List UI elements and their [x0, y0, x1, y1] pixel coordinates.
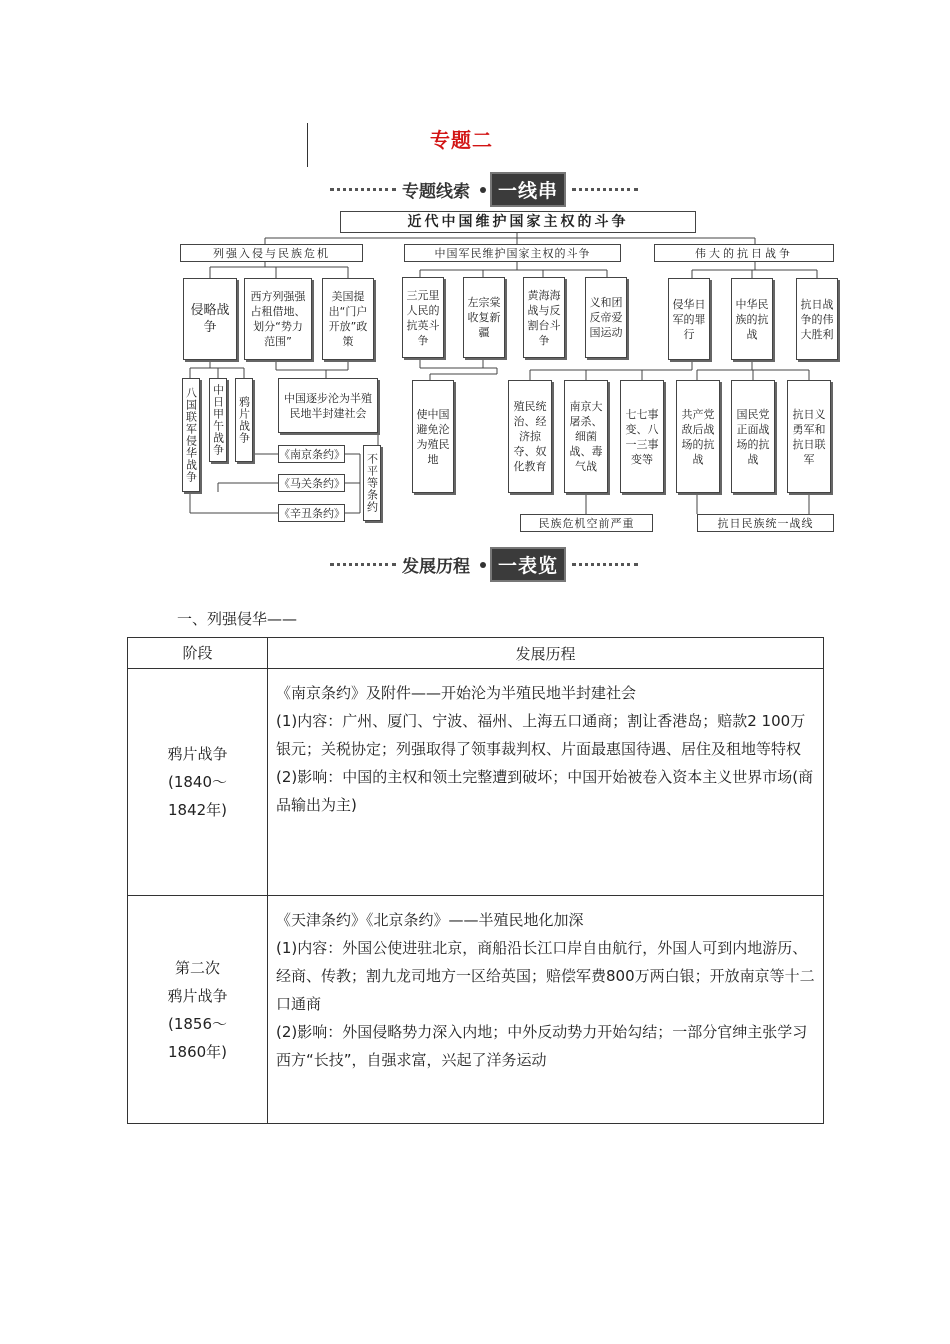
- history-line: (1)内容：广州、厦门、宁波、福州、上海五口通商；割让香港岛；赔款2 100万银元；关税协定；列强取得了领事裁判权、片面最惠国待遇、居住及租地等特权: [276, 712, 806, 758]
- node-aggression-wars: 侵略战争: [183, 278, 237, 360]
- stage-line: 鸦片战争: [167, 986, 228, 1005]
- history-table: [127, 637, 824, 1124]
- node-volunteer-army: 抗日义勇军和抗日联军: [787, 380, 831, 493]
- history-cell: [268, 896, 824, 1124]
- history-line: 《天津条约》《北京条约》——半殖民地化加深: [276, 911, 584, 929]
- stage-line: 第二次: [174, 958, 220, 977]
- banner-label: 发展历程: [402, 557, 470, 577]
- history-line: (2)影响：中国的主权和领土完整遭到破坏；中国开始被卷入资本主义世界市场(商品输出为主): [276, 768, 814, 814]
- history-line: (2)影响：外国侵略势力深入内地；中外反动势力开始勾结；一部分官绅主张学习西方“长技”，自强求富，兴起了洋务运动: [276, 1023, 808, 1069]
- node-treaty-boxer: 《辛丑条约》: [278, 504, 345, 522]
- history-line: 《南京条约》及附件——开始沦为半殖民地半封建社会: [276, 684, 637, 702]
- node-avoid-colony: 使中国避免沦为殖民地: [412, 380, 454, 493]
- node-war-sino-japanese: 中日甲午战争: [209, 378, 227, 462]
- node-victory: 抗日战争的伟大胜利: [796, 278, 838, 360]
- node-kmt-front: 国民党正面战场的抗战: [731, 380, 775, 493]
- table-row: [128, 896, 824, 1124]
- node-communist-front: 共产党敌后战场的抗战: [676, 380, 720, 493]
- table-row: [128, 669, 824, 896]
- bullet-dot: [480, 562, 486, 568]
- dotted-rule: [572, 563, 638, 566]
- node-treaty-nanjing: 《南京条约》: [278, 445, 345, 463]
- stage-cell: [128, 669, 268, 896]
- banner-box: 一线串: [490, 172, 566, 207]
- node-treaty-shimonoseki: 《马关条约》: [278, 474, 345, 492]
- stage-line: 1860年): [167, 1042, 228, 1061]
- category-anti-japanese-war: 伟大的抗日战争: [654, 244, 834, 262]
- banner-label: 专题线索: [402, 182, 470, 202]
- node-semi-colonial: 中国逐步沦为半殖民地半封建社会: [278, 378, 378, 433]
- header-history: 发展历程: [268, 638, 824, 669]
- stage-cell: [128, 896, 268, 1124]
- history-line: (1)内容：外国公使进驻北京，商船沿长江口岸自由航行，外国人可到内地游历、经商、传教；割九龙司地方一区给英国；赔偿军费800万两白银；开放南京等十二口通商: [276, 939, 815, 1013]
- section-heading: 一、列强侵华——: [177, 610, 298, 628]
- category-resistance: 中国军民维护国家主权的斗争: [404, 244, 621, 262]
- node-unequal-treaties: 不平等条约: [363, 445, 381, 521]
- node-japanese-crimes: 侵华日军的罪行: [668, 278, 710, 360]
- node-boxer-movement: 义和团反帝爱国运动: [585, 277, 627, 358]
- node-war-opium: 鸦片战争: [235, 378, 253, 462]
- category-invasion: 列强入侵与民族危机: [180, 244, 363, 262]
- node-united-front: 抗日民族统一战线: [697, 514, 834, 532]
- node-open-door: 美国提出“门户开放”政策: [322, 278, 374, 360]
- node-nanjing-massacre: 南京大屠杀、细菌战、毒气战: [564, 380, 608, 493]
- stage-line: (1856～: [167, 1014, 228, 1033]
- header-stage: 阶段: [128, 638, 268, 669]
- dotted-rule: [330, 563, 396, 566]
- history-cell: [268, 669, 824, 896]
- node-war-eight-nation: 八国联军侵华战争: [182, 378, 200, 492]
- node-concessions: 西方列强强占租借地、划分“势力范围”: [244, 278, 312, 360]
- banner-box: 一表览: [490, 547, 566, 582]
- node-colonial-rule: 殖民统治、经济掠夺、奴化教育: [508, 380, 552, 493]
- node-national-resistance: 中华民族的抗战: [731, 278, 773, 360]
- diagram-root: 近代中国维护国家主权的斗争: [340, 211, 696, 233]
- page-title: 专题二: [430, 128, 493, 152]
- node-incidents: 七七事变、八一三事变等: [620, 380, 664, 493]
- node-sanyuanli: 三元里人民的抗英斗争: [402, 277, 444, 358]
- stage-line: (1840～: [167, 773, 228, 791]
- stage-line: 1842年): [167, 801, 228, 819]
- node-zuo-zongtang: 左宗棠收复新疆: [463, 277, 505, 358]
- banner-history: [330, 547, 638, 582]
- stage-line: 鸦片战争: [167, 745, 228, 763]
- table-header-row: [128, 638, 824, 669]
- node-yellow-sea: 黄海海战与反割台斗争: [523, 277, 565, 358]
- node-national-crisis: 民族危机空前严重: [520, 514, 653, 532]
